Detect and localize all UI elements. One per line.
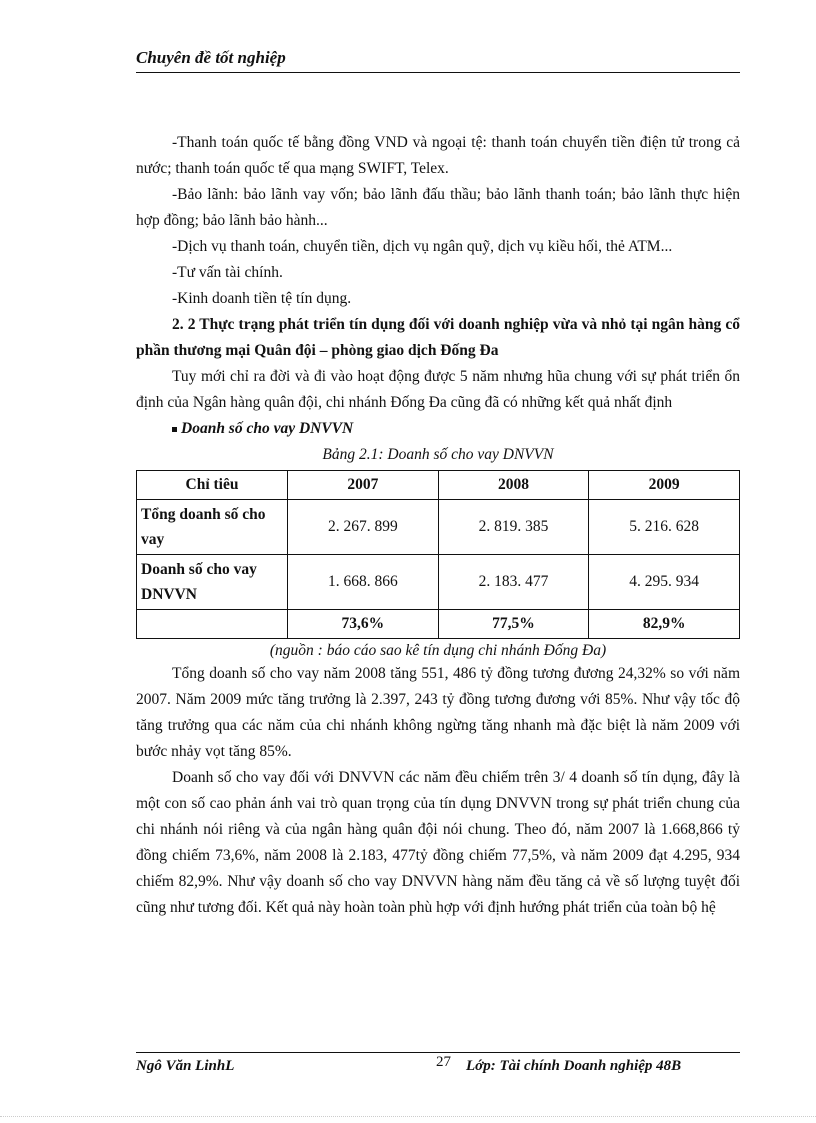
row-label xyxy=(137,610,288,639)
table-header-row xyxy=(137,471,740,500)
paragraph: -Bảo lãnh: bảo lãnh vay vốn; bảo lãnh đấu thầu; bảo lãnh thanh toán; bảo lãnh thực hiện hợp đồng; bảo lãnh bảo hành... xyxy=(136,186,740,229)
page-number: 27 xyxy=(436,1054,451,1070)
table-cell: 5. 216. 628 xyxy=(589,500,740,555)
footer-rule xyxy=(136,1052,740,1053)
table-cell: 77,5% xyxy=(438,610,589,639)
paragraph: -Dịch vụ thanh toán, chuyển tiền, dịch vụ ngân quỹ, dịch vụ kiều hối, thẻ ATM... xyxy=(172,238,673,255)
header-rule xyxy=(136,72,740,73)
bullet-heading xyxy=(172,416,740,442)
footer-class: Lớp: Tài chính Doanh nghiệp 48B xyxy=(466,1058,682,1074)
table-caption: Bảng 2.1: Doanh số cho vay DNVVN xyxy=(322,446,554,463)
table-source: (nguồn : báo cáo sao kê tín dụng chi nhánh Đống Đa) xyxy=(269,642,607,659)
paragraph: -Thanh toán quốc tế bằng đồng VND và ngoại tệ: thanh toán chuyển tiền điện tử trong cả nước; thanh toán quốc tế qua mạng SWIFT, Telex. xyxy=(136,134,740,177)
table-cell: 82,9% xyxy=(589,610,740,639)
row-label: Tổng doanh số cho vay xyxy=(137,500,288,555)
table-cell: 2. 819. 385 xyxy=(438,500,589,555)
table-cell: 2. 267. 899 xyxy=(288,500,439,555)
paragraph: Doanh số cho vay đối với DNVVN các năm đều chiếm trên 3/ 4 doanh số tín dụng, đây là một con số cao phản ánh vai trò quan trọng của tín dụng DNVVN trong sự phát triển chung của chi nhánh nói riêng và của ngân hàng quân đội nói chung. Theo đó, năm 2007 là 1.668,866 tỷ đồng chiếm 73,6%, năm 2008 là 2.183, 477tỷ đồng chiếm 77,5%, và năm 2009 đạt 4.295, 934 chiếm 82,9%. Như vậy doanh số cho vay DNVVN hàng năm đều tăng cả về số lượng tuyệt đối cũng như tương đối. Kết quả này hoàn toàn phù hợp với định hướng phát triển của toàn bộ hệ xyxy=(136,769,740,916)
bullet-heading-text: Doanh số cho vay DNVVN xyxy=(181,420,354,437)
paragraph: Tuy mới chỉ ra đời và đi vào hoạt động được 5 năm nhưng hũa chung với sự phát triển ổn định của Ngân hàng quân đội, chi nhánh Đống Đa cũng đã có những kết quả nhất định xyxy=(136,368,740,411)
loan-table xyxy=(136,470,740,639)
table-cell: 73,6% xyxy=(288,610,439,639)
table-cell: 2. 183. 477 xyxy=(438,555,589,610)
row-label: Doanh số cho vay DNVVN xyxy=(137,555,288,610)
table-header-cell: 2009 xyxy=(589,471,740,500)
table-header-cell: 2007 xyxy=(288,471,439,500)
document-body xyxy=(136,130,740,921)
page-bottom-border xyxy=(0,1116,816,1117)
square-bullet-icon xyxy=(172,427,177,432)
paragraph: -Tư vấn tài chính. xyxy=(172,264,283,281)
paragraph: -Kinh doanh tiền tệ tín dụng. xyxy=(172,290,352,307)
table-row xyxy=(137,610,740,639)
section-heading: 2. 2 Thực trạng phát triển tín dụng đối với doanh nghiệp vừa và nhỏ tại ngân hàng cổ phần thương mại Quân đội – phòng giao dịch Đống Đa xyxy=(136,316,740,359)
page-header-title: Chuyên đề tốt nghiệp xyxy=(136,48,286,67)
table-cell: 1. 668. 866 xyxy=(288,555,439,610)
table-cell: 4. 295. 934 xyxy=(589,555,740,610)
table-header-cell: 2008 xyxy=(438,471,589,500)
table-row xyxy=(137,555,740,610)
footer-author: Ngô Văn LinhL xyxy=(136,1058,235,1074)
table-header-cell: Chỉ tiêu xyxy=(137,471,288,500)
table-row xyxy=(137,500,740,555)
paragraph: Tổng doanh số cho vay năm 2008 tăng 551, 486 tỷ đồng tương đương 24,32% so với năm 2007. Năm 2009 mức tăng trưởng là 2.397, 243 tỷ đồng tương đương với 85%. Như vậy tốc độ tăng trưởng qua các năm của chi nhánh không ngừng tăng nhanh mà đặc biệt là năm 2009 với bước nhảy vọt tăng 85%. xyxy=(136,665,740,760)
